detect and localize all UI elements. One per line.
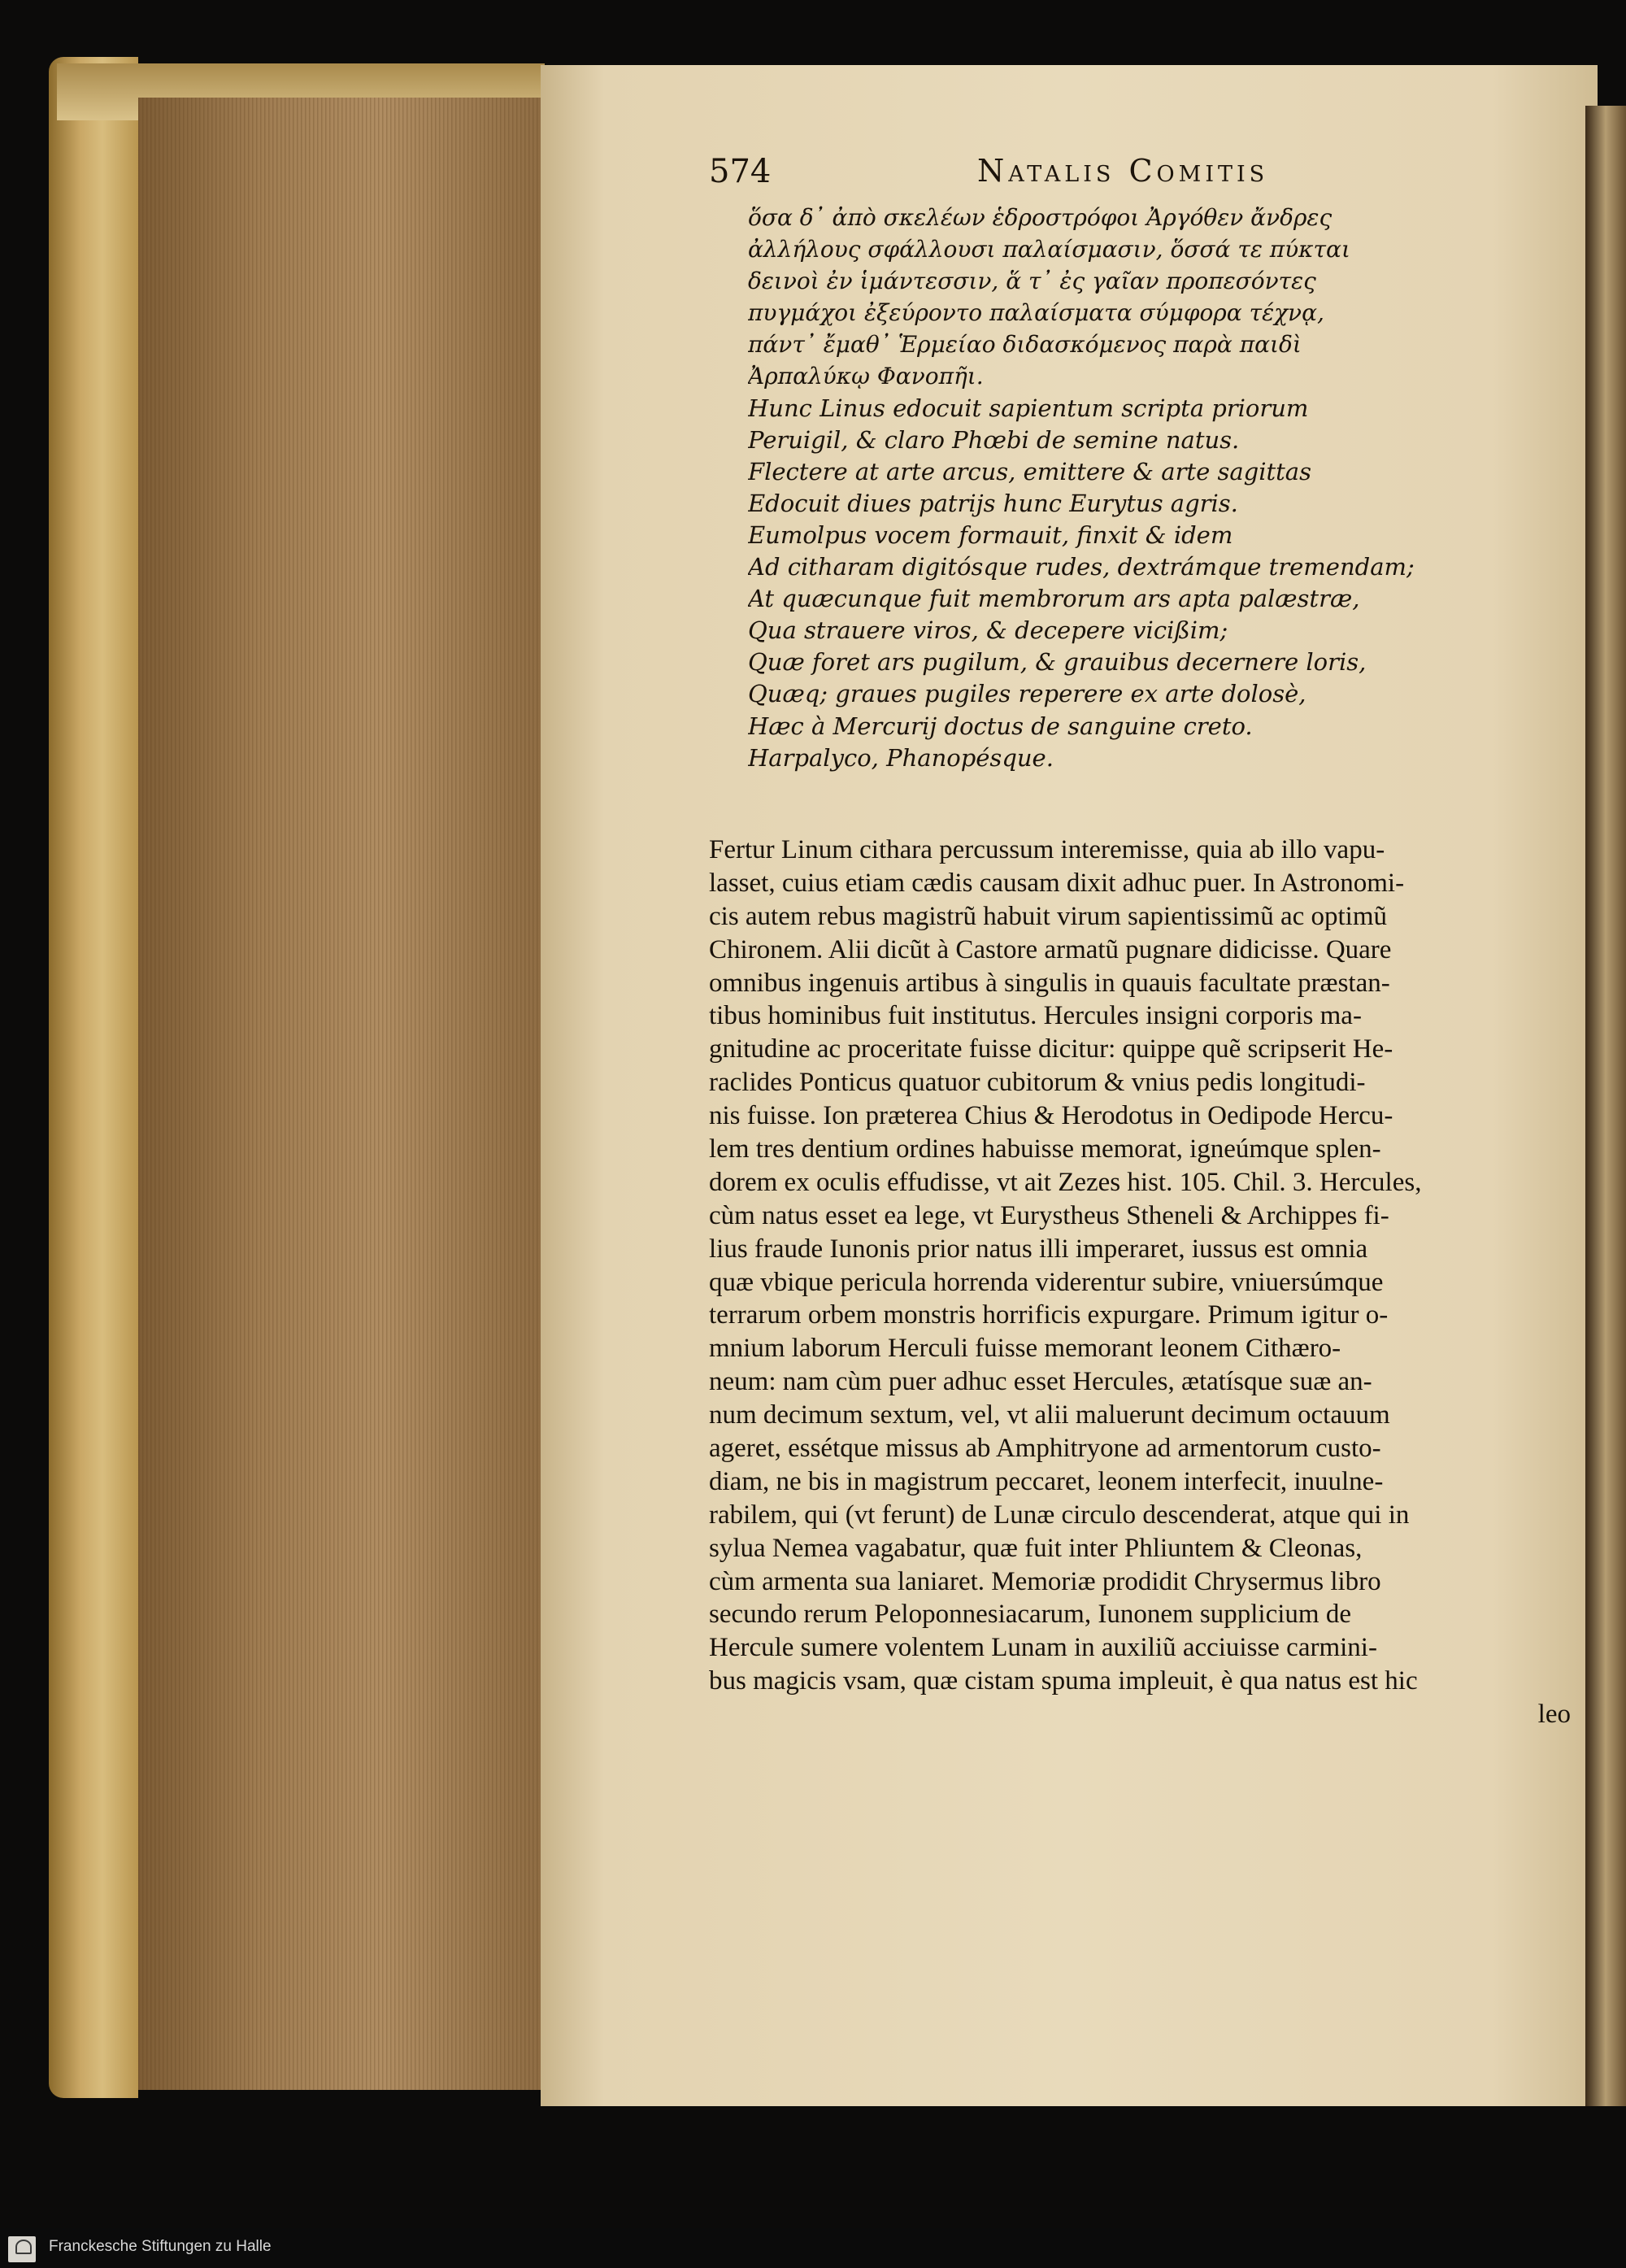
prose-line: lasset, cuius etiam cædis causam dixit adhuc puer. In Astronomi- (709, 868, 1405, 898)
institution-label: Franckesche Stiftungen zu Halle (49, 2238, 272, 2255)
prose-line: terrarum orbem monstris horrificis expurgare. Primum igitur o- (709, 1300, 1389, 1330)
prose-line: neum: nam cùm puer adhuc esset Hercules, ætatísque suæ an- (709, 1367, 1372, 1397)
verse-line: πάντ᾽ ἔμαθ᾽ Ἑρμείαο διδασκόμενος παρὰ παιδὶ (748, 331, 1302, 359)
prose-line: cis autem rebus magistrũ habuit virum sapientissimũ ac optimũ (709, 901, 1388, 931)
prose-line: cùm natus esset ea lege, vt Eurystheus Stheneli & Archippes fi- (709, 1200, 1389, 1230)
prose-line: omnibus ingenuis artibus à singulis in quauis facultate præstan- (709, 968, 1390, 998)
prose-line: tibus hominibus fuit institutus. Hercules insigni corporis ma- (709, 1001, 1362, 1031)
verse-line: ἀλλήλους σφάλλουσι παλαίσμασιν, ὅσσά τε πύκται (748, 236, 1350, 263)
prose-line: sylua Nemea vagabatur, quæ fuit inter Phliuntem & Cleonas, (709, 1533, 1363, 1563)
prose-line: rabilem, qui (vt ferunt) de Lunæ circulo descenderat, atque qui in (709, 1500, 1410, 1530)
verse-line: Peruigil, & claro Phœbi de semine natus. (748, 425, 1240, 454)
prose-line: Fertur Linum cithara percussum interemisse, quia ab illo vapu- (709, 835, 1385, 864)
viewer-footer (0, 2228, 1626, 2268)
verse-line: Quæq; graues pugiles reperere ex arte dolosè, (748, 680, 1306, 708)
verse-line: Edocuit diues patrijs hunc Eurytus agris. (748, 489, 1238, 517)
verse-line: Quæ foret ars pugilum, & grauibus decernere loris, (748, 648, 1367, 677)
verse-block (748, 202, 1569, 774)
verse-line: Harpalyco, Phanopésque. (748, 743, 1054, 772)
institution-logo-icon (8, 2236, 36, 2262)
catchword: leo (1537, 1700, 1571, 1730)
prose-line: num decimum sextum, vel, vt alii maluerunt decimum octauum (709, 1400, 1390, 1430)
prose-line: quæ vbique pericula horrenda viderentur subire, vniuersúmque (709, 1267, 1384, 1297)
verse-line: πυγμάχοι ἐξεύροντο παλαίσματα σύμφορα τέχνᾳ, (748, 299, 1324, 327)
prose-line: dorem ex oculis effudisse, vt ait Zezes hist. 105. Chil. 3. Hercules, (709, 1167, 1422, 1197)
page-block-edge (138, 98, 545, 2090)
verse-line: Hæc à Mercurij doctus de sanguine creto. (748, 712, 1253, 740)
page-number: 574 (709, 153, 772, 190)
facing-page-gutter (1585, 106, 1626, 2106)
verse-line: Eumolpus vocem formauit, finxit & idem (748, 520, 1233, 549)
verse-line: Qua strauere viros, & decepere vicißim; (748, 616, 1228, 645)
prose-line: lem tres dentium ordines habuisse memorat, igneúmque splen- (709, 1134, 1381, 1164)
running-title: Natalis Comitis (977, 153, 1269, 189)
book-cover-edge (49, 57, 138, 2098)
prose-line: nis fuisse. Ion præterea Chius & Herodotus in Oedipode Hercu- (709, 1101, 1393, 1131)
running-head (709, 146, 1579, 195)
prose-line: ageret, essétque missus ab Amphitryone ad armentorum custo- (709, 1434, 1381, 1464)
verse-line: Ἀρπαλύκῳ Φανοπῆι. (748, 363, 984, 390)
prose-line: mnium laborum Herculi fuisse memorant leonem Cithæro- (709, 1334, 1341, 1364)
prose-line: bus magicis vsam, quæ cistam spuma impleuit, è qua natus est hic (709, 1666, 1418, 1696)
verse-line: Ad citharam digitósque rudes, dextrámque tremendam; (748, 553, 1415, 581)
prose-line: Hercule sumere volentem Lunam in auxiliũ acciuisse carmini- (709, 1633, 1377, 1663)
prose-line: Chironem. Alii dicũt à Castore armatũ pugnare didicisse. Quare (709, 934, 1392, 964)
prose-line: diam, ne bis in magistrum peccaret, leonem interfecit, inuulne- (709, 1466, 1384, 1496)
prose-line: lius fraude Iunonis prior natus illi imperaret, iussus est omnia (709, 1234, 1368, 1264)
verse-line: δεινοὶ ἐν ἱμάντεσσιν, ἅ τ᾽ ἐς γαῖαν προπεσόντες (748, 268, 1316, 295)
verse-line: Hunc Linus edocuit sapientum scripta priorum (748, 394, 1309, 422)
prose-line: raclides Ponticus quatuor cubitorum & vnius pedis longitudi- (709, 1068, 1366, 1098)
prose-line: cùm armenta sua laniaret. Memoriæ prodidit Chrysermus libro (709, 1566, 1381, 1596)
verse-line: ὅσα δ᾽ ἀπὸ σκελέων ἑδροστρόφοι Ἀργόθεν ἄνδρες (748, 204, 1333, 231)
prose-line: gnitudine ac proceritate fuisse dicitur: quippe quẽ scripserit He- (709, 1034, 1393, 1064)
verse-line: At quæcunque fuit membrorum ars apta palæstræ, (748, 585, 1360, 613)
verse-line: Flectere at arte arcus, emittere & arte sagittas (748, 457, 1311, 485)
prose-block (709, 834, 1571, 1731)
prose-line: secundo rerum Peloponnesiacarum, Iunonem supplicium de (709, 1600, 1351, 1630)
